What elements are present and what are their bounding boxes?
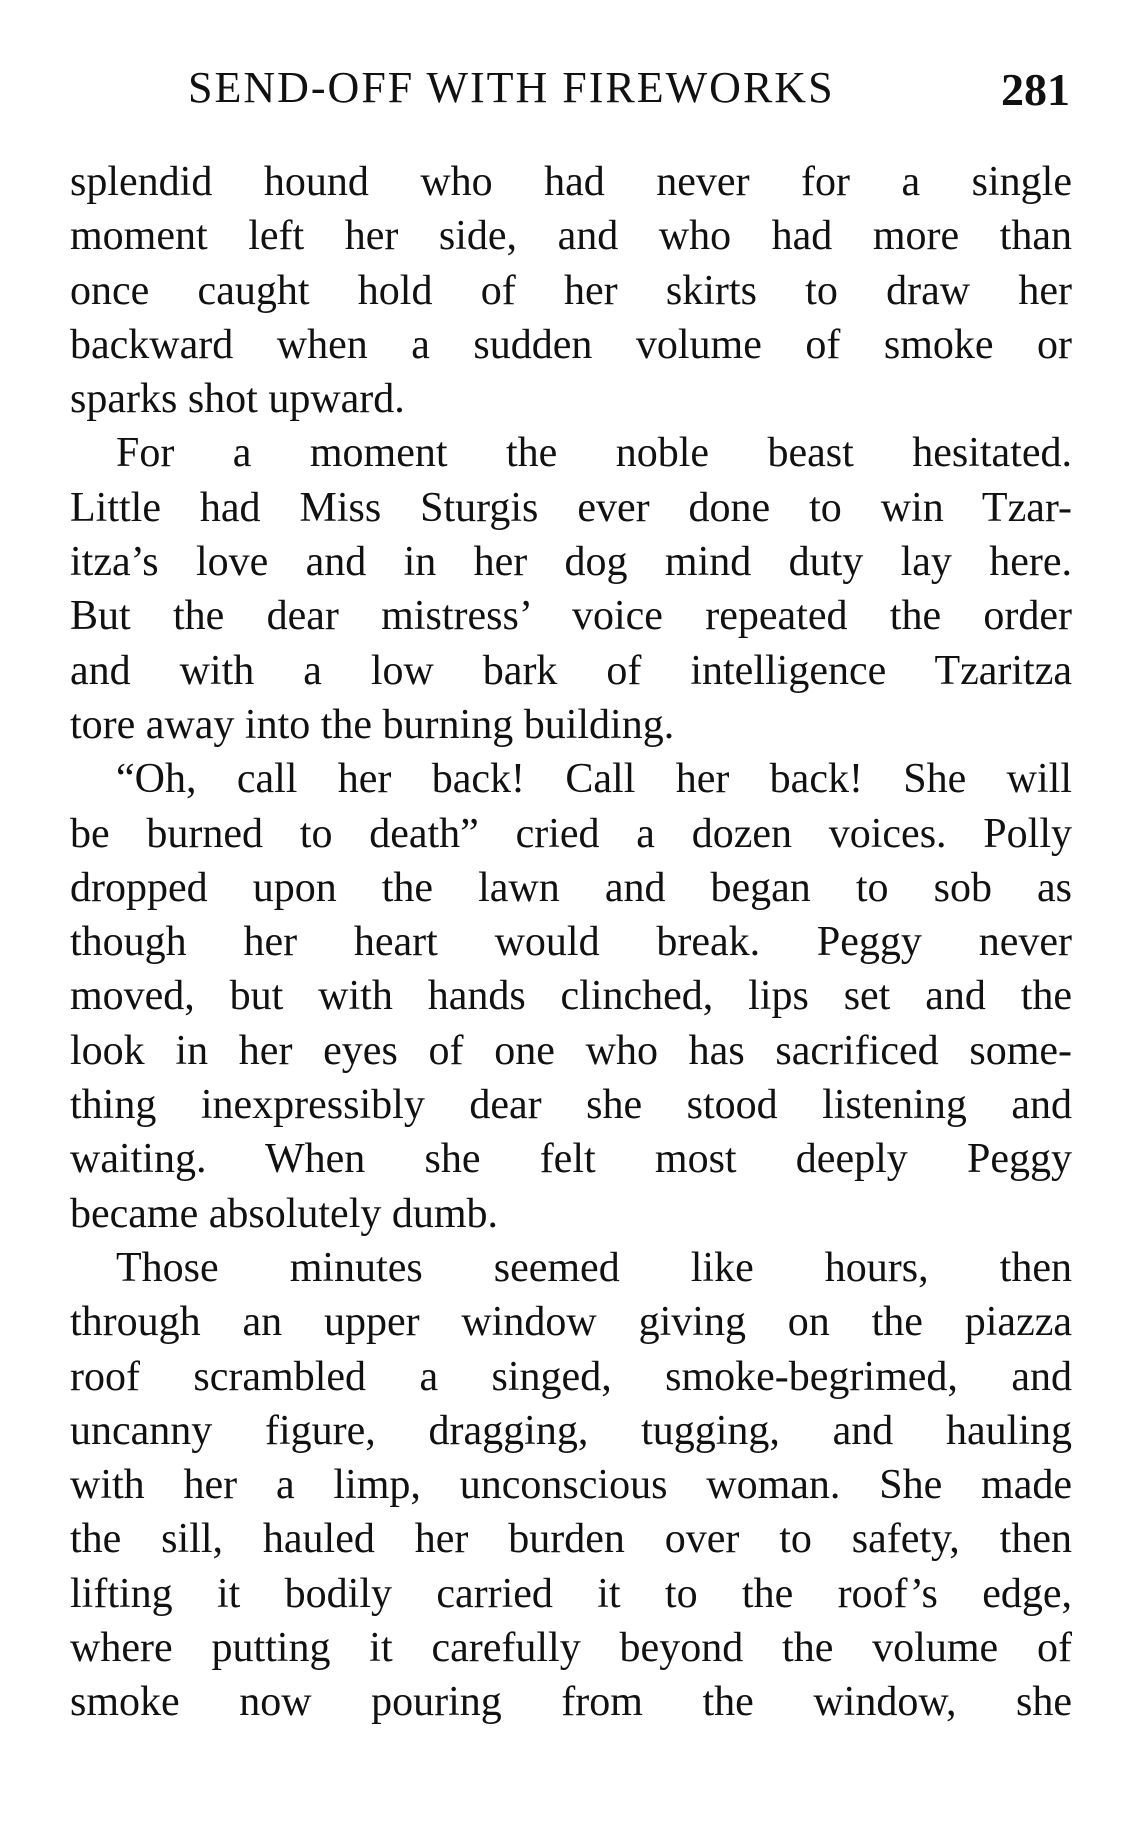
text-line: though her heart would break. Peggy never bbox=[70, 919, 1072, 966]
text-line: moved, but with hands clinched, lips set and the bbox=[70, 973, 1072, 1020]
text-line: be burned to death” cried a dozen voices. Polly bbox=[70, 810, 1072, 857]
text-line: lifting it bodily carried it to the roof’s edge, bbox=[70, 1570, 1072, 1617]
text-line: the sill, hauled her burden over to safety, then bbox=[70, 1516, 1072, 1563]
text-line: itza’s love and in her dog mind duty lay here. bbox=[70, 539, 1072, 586]
text-line: waiting. When she felt most deeply Peggy bbox=[70, 1136, 1072, 1183]
text-line: sparks shot upward. bbox=[70, 376, 405, 423]
text-line: through an upper window giving on the piazza bbox=[70, 1299, 1072, 1346]
text-line: once caught hold of her skirts to draw her bbox=[70, 267, 1072, 314]
page-number: 281 bbox=[1001, 64, 1070, 115]
text-line: backward when a sudden volume of smoke or bbox=[70, 321, 1072, 368]
text-line: splendid hound who had never for a single bbox=[70, 159, 1072, 205]
text-line: thing inexpressibly dear she stood listening and bbox=[70, 1082, 1072, 1129]
text-line: For a moment the noble beast hesitated. bbox=[116, 430, 1072, 477]
running-header bbox=[70, 58, 1070, 118]
text-line: moment left her side, and who had more than bbox=[70, 213, 1072, 260]
text-line: and with a low bark of intelligence Tzaritza bbox=[70, 647, 1072, 694]
text-line: But the dear mistress’ voice repeated the order bbox=[70, 593, 1072, 640]
text-line: smoke now pouring from the window, she bbox=[70, 1679, 1072, 1726]
body-text bbox=[70, 155, 1072, 1730]
text-line: Little had Miss Sturgis ever done to win Tzar- bbox=[70, 484, 1072, 531]
text-line: “Oh, call her back! Call her back! She will bbox=[116, 756, 1072, 803]
text-line: where putting it carefully beyond the volume of bbox=[70, 1625, 1072, 1672]
text-line: became absolutely dumb. bbox=[70, 1190, 499, 1237]
chapter-title: SEND-OFF WITH FIREWORKS bbox=[188, 63, 835, 112]
text-line: tore away into the burning building. bbox=[70, 701, 675, 748]
text-line: uncanny figure, dragging, tugging, and hauling bbox=[70, 1407, 1072, 1454]
text-line: roof scrambled a singed, smoke-begrimed, and bbox=[70, 1353, 1072, 1400]
text-line: Those minutes seemed like hours, then bbox=[116, 1244, 1072, 1291]
text-line: with her a limp, unconscious woman. She made bbox=[70, 1462, 1072, 1509]
text-line: look in her eyes of one who has sacrificed some- bbox=[70, 1027, 1072, 1074]
text-line: dropped upon the lawn and began to sob as bbox=[70, 864, 1072, 911]
